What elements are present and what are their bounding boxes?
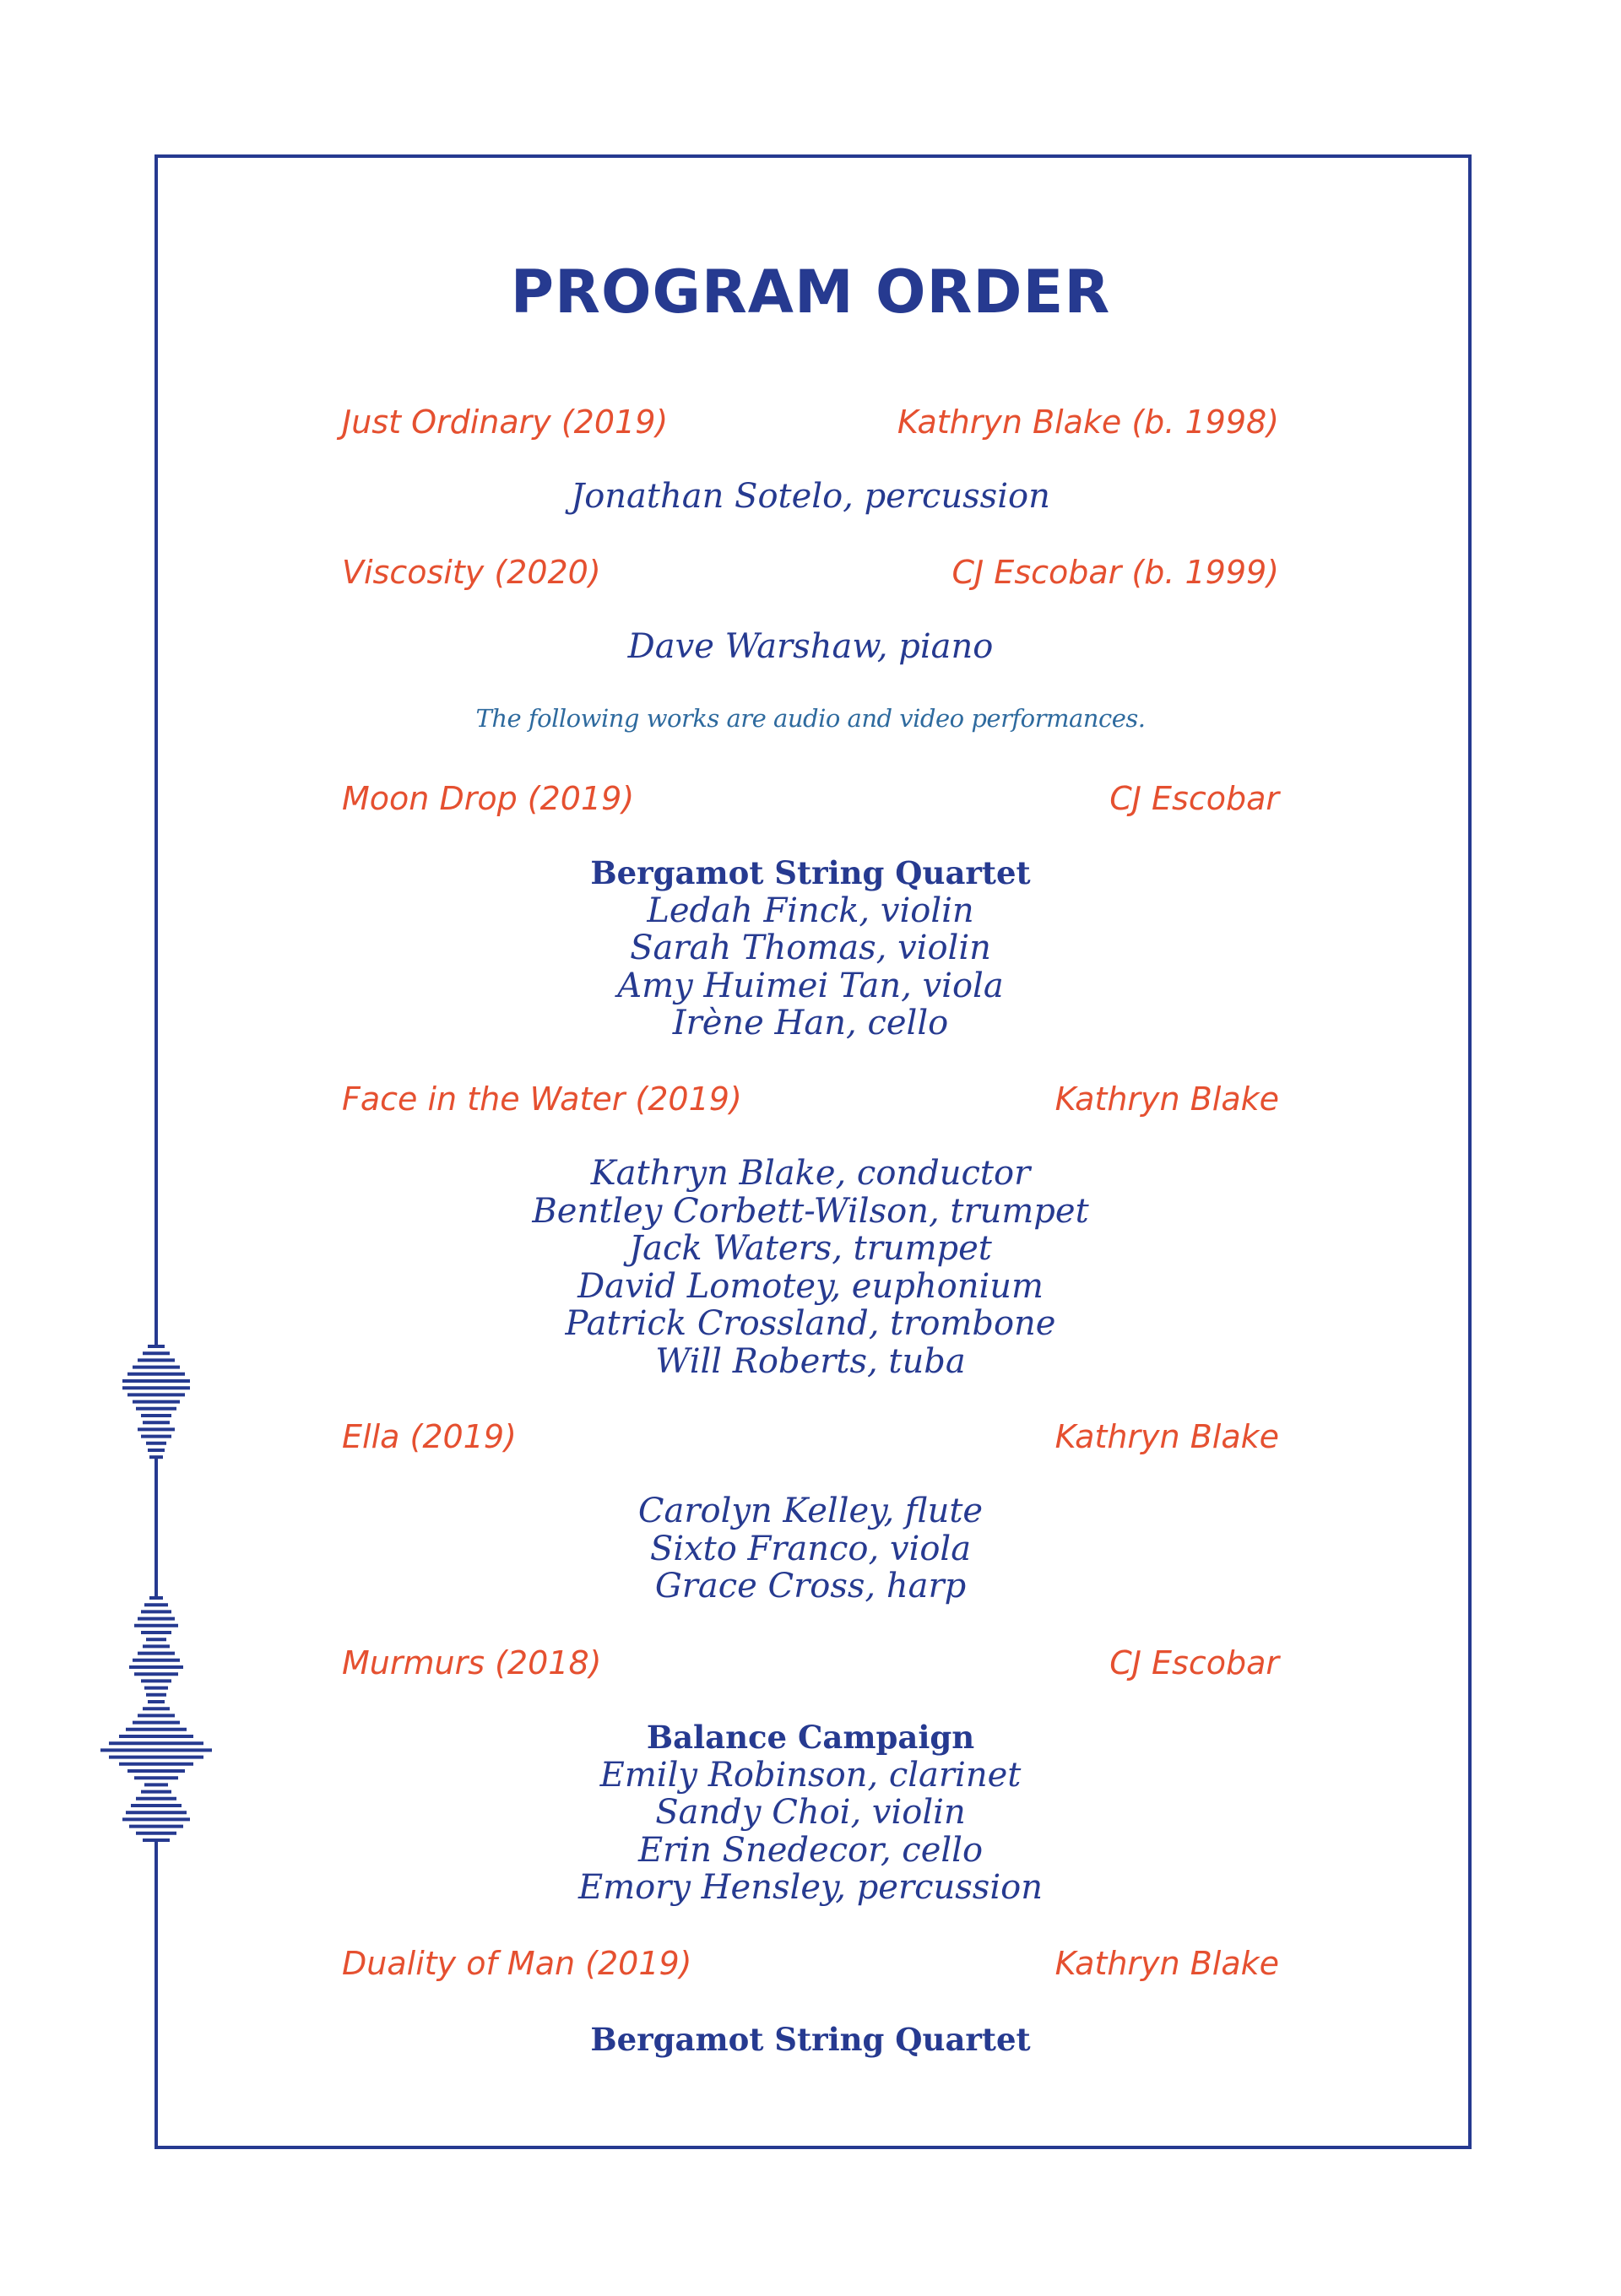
performer-line: Bentley Corbett-Wilson, trumpet [532, 1191, 1089, 1231]
work-title: Duality of Man (2019) [342, 1945, 692, 1982]
performer-line: Amy Huimei Tan, viola [617, 966, 1004, 1005]
ensemble-name: Bergamot String Quartet [590, 2021, 1031, 2058]
performer-line: Irène Han, cello [672, 1004, 949, 1042]
performer-line: Erin Snedecor, cello [637, 1830, 984, 1870]
performer-block [342, 854, 1279, 1042]
performer-line: Sixto Franco, viola [649, 1529, 972, 1568]
performer-block [342, 1155, 1279, 1380]
sound-wave-ornament [84, 1304, 228, 1946]
performer-line: Kathryn Blake, conductor [590, 1154, 1031, 1193]
work-title: Face in the Water (2019) [342, 1080, 742, 1118]
work-row [342, 780, 1279, 827]
composer-name: Kathryn Blake [1054, 1945, 1279, 1982]
ensemble-name: Balance Campaign [646, 1719, 975, 1756]
performer-block [342, 478, 1279, 516]
performer-line: David Lomotey, euphonium [577, 1266, 1044, 1306]
performer-line: Grace Cross, harp [654, 1567, 967, 1606]
performer-line: Emily Robinson, clarinet [599, 1755, 1022, 1795]
performer-line: Emory Hensley, percussion [578, 1868, 1043, 1907]
work-title: Murmurs (2018) [342, 1644, 602, 1681]
work-title: Moon Drop (2019) [342, 780, 635, 817]
page-title: PROGRAM ORDER [510, 257, 1111, 327]
performer-line: Ledah Finck, violin [647, 891, 974, 930]
performer-block [342, 1719, 1279, 1907]
composer-name: CJ Escobar (b. 1999) [951, 554, 1279, 591]
media-note: The following works are audio and video performances. [475, 704, 1146, 733]
ensemble-name: Bergamot String Quartet [590, 854, 1031, 891]
performer-line: Dave Warshaw, piano [627, 627, 994, 666]
work-row [342, 403, 1279, 451]
work-title: Just Ordinary (2019) [342, 403, 669, 441]
work-title: Viscosity (2020) [342, 554, 601, 591]
performer-line: Jonathan Sotelo, percussion [571, 477, 1050, 516]
performer-line: Will Roberts, tuba [655, 1341, 966, 1381]
performer-line: Patrick Crossland, trombone [565, 1304, 1056, 1343]
work-row [342, 1945, 1279, 1992]
work-row [342, 1080, 1279, 1128]
composer-name: Kathryn Blake [1054, 1418, 1279, 1455]
performer-line: Sarah Thomas, violin [630, 929, 991, 967]
performer-block [342, 1492, 1279, 1606]
composer-name: CJ Escobar [1109, 780, 1279, 817]
work-row [342, 554, 1279, 601]
performer-block [342, 2021, 1279, 2059]
work-row [342, 1644, 1279, 1692]
composer-name: Kathryn Blake (b. 1998) [897, 403, 1279, 441]
composer-name: Kathryn Blake [1054, 1080, 1279, 1118]
work-title: Ella (2019) [342, 1418, 517, 1455]
performer-line: Carolyn Kelley, flute [637, 1492, 984, 1530]
work-row [342, 1418, 1279, 1465]
performer-line: Sandy Choi, violin [655, 1793, 966, 1832]
performer-block [342, 628, 1279, 666]
performer-line: Jack Waters, trumpet [629, 1229, 992, 1268]
composer-name: CJ Escobar [1109, 1644, 1279, 1681]
